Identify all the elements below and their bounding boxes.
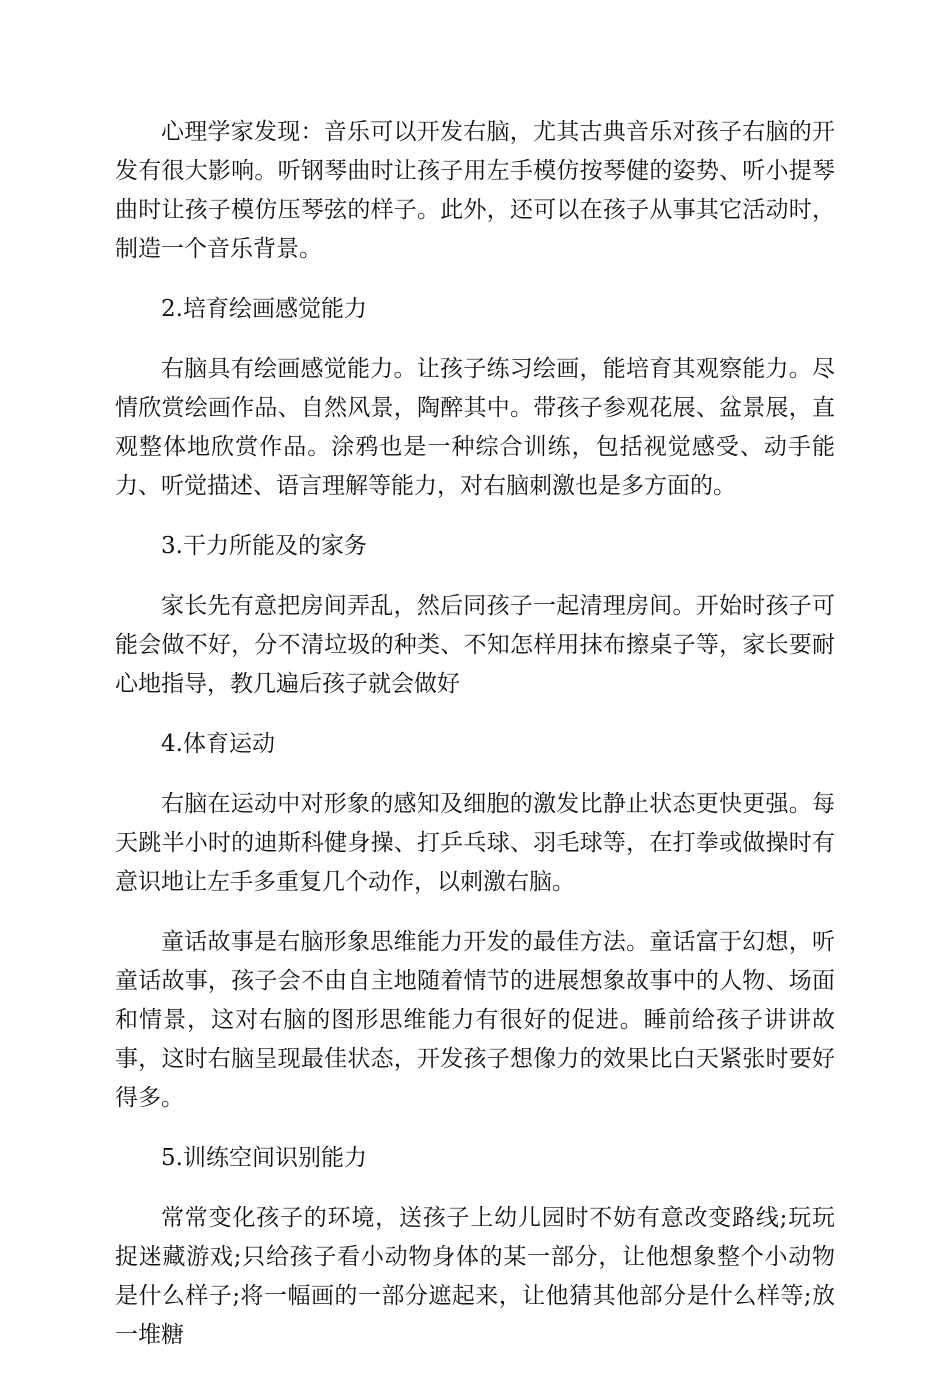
paragraph-fairy-tales: 童话故事是右脑形象思维能力开发的最佳方法。童话富于幻想，听童话故事，孩子会不由自主地随着情节的进展想象故事中的人物、场面和情景，这对右脑的图形思维能力有很好的促进。睡前给孩子讲讲故事，这时右脑呈现最佳状态，开发孩子想像力的效果比白天紧张时要好得多。 <box>115 929 835 1111</box>
paragraph-drawing: 右脑具有绘画感觉能力。让孩子练习绘画，能培育其观察能力。尽情欣赏绘画作品、自然风景，陶醉其中。带孩子参观花展、盆景展，直观整体地欣赏作品。涂鸦也是一种综合训练，包括视觉感受、动手能力、听觉描述、语言理解等能力，对右脑刺激也是多方面的。 <box>115 356 835 499</box>
section-heading-drawing: 2.培育绘画感觉能力 <box>161 296 367 322</box>
paragraph-sports: 右脑在运动中对形象的感知及细胞的激发比静止状态更快更强。每天跳半小时的迪斯科健身操、打乒乓球、羽毛球等，在打拳或做操时有意识地让左手多重复几个动作，以刺激右脑。 <box>115 791 835 895</box>
section-heading-spatial: 5.训练空间识别能力 <box>161 1145 367 1171</box>
paragraph-housework: 家长先有意把房间弄乱，然后同孩子一起清理房间。开始时孩子可能会做不好，分不清垃圾的种类、不知怎样用抹布擦桌子等，家长要耐心地指导，教几遍后孩子就会做好 <box>115 593 835 697</box>
paragraph-spatial: 常常变化孩子的环境，送孩子上幼儿园时不妨有意改变路线;玩玩捉迷藏游戏;只给孩子看小动物身体的某一部分，让他想象整个小动物是什么样子;将一幅画的一部分遮起来，让他猜其他部分是什么样等;放一堆糖 <box>115 1205 835 1348</box>
section-heading-sports: 4.体育运动 <box>161 731 275 757</box>
section-heading-housework: 3.干力所能及的家务 <box>161 533 367 559</box>
paragraph-music: 心理学家发现：音乐可以开发右脑，尤其古典音乐对孩子右脑的开发有很大影响。听钢琴曲时让孩子用左手模仿按琴健的姿势、听小提琴曲时让孩子模仿压琴弦的样子。此外，还可以在孩子从事其它活动时，制造一个音乐背景。 <box>115 119 835 262</box>
document-page <box>115 113 835 1376</box>
